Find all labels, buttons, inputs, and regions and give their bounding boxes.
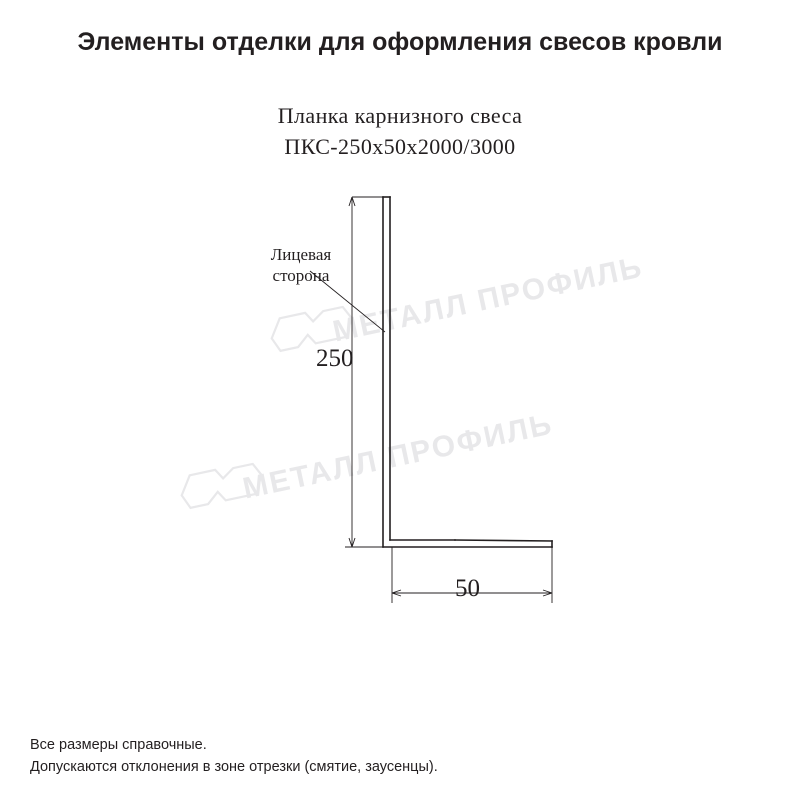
face-side-label-line2: сторона <box>272 266 330 285</box>
dimension-height-label: 250 <box>316 345 354 372</box>
technical-drawing <box>0 175 800 635</box>
product-heading <box>0 100 800 162</box>
product-code: ПКС-250х50х2000/3000 <box>284 134 516 159</box>
watermark-label: МЕТАЛЛ ПРОФИЛЬ <box>239 407 557 506</box>
footer-note-2: Допускаются отклонения в зоне отрезки (смятие, заусенцы). <box>30 759 438 775</box>
face-side-label <box>246 244 356 286</box>
face-side-label-line1: Лицевая <box>270 245 332 264</box>
footer-note-1: Все размеры справочные. <box>30 737 207 753</box>
watermark-label: МЕТАЛЛ ПРОФИЛЬ <box>329 250 647 349</box>
dimension-width-label: 50 <box>455 575 480 602</box>
product-name: Планка карнизного свеса <box>277 103 523 128</box>
page-title: Элементы отделки для оформления свесов кровли <box>77 28 723 56</box>
footer-notes <box>30 734 438 778</box>
